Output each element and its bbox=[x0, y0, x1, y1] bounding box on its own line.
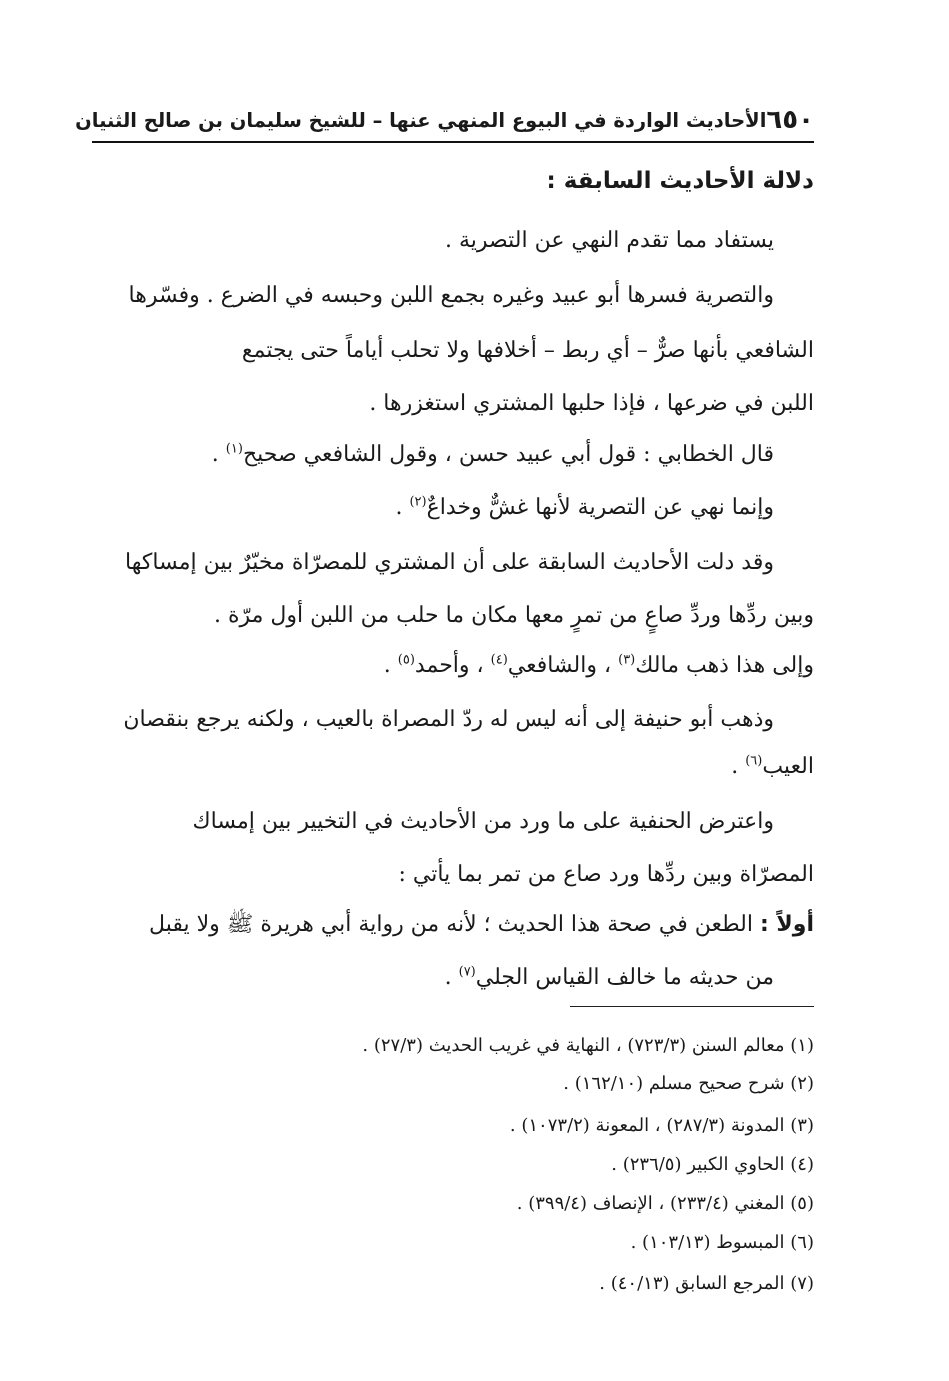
body-text: وإلى هذا ذهب مالك bbox=[635, 653, 814, 678]
body-line-4: اللبن في ضرعها ، فإذا حلبها المشتري استغزرها . bbox=[369, 391, 814, 416]
body-line-13: المصرّاة وبين ردِّها ورد صاع من تمر بما يأتي : bbox=[398, 862, 814, 887]
punctuation: . bbox=[395, 495, 410, 520]
footnote-6: (٦) المبسوط (١٠٣/١٣) . bbox=[630, 1232, 814, 1253]
footnote-ref: (٢) bbox=[409, 494, 427, 510]
body-text: من حديثه ما خالف القياس الجلي bbox=[475, 965, 774, 990]
body-line-3: الشافعي بأنها صرٌّ – أي ربط – أخلافها ولا تحلب أياماً حتى يجتمع bbox=[241, 338, 814, 363]
body-line-12: واعترض الحنفية على ما ورد من الأحاديث في التخيير بين إمساك bbox=[192, 809, 774, 834]
point-label: أولاً : bbox=[759, 912, 814, 937]
punctuation: . bbox=[211, 442, 226, 467]
body-line-14 bbox=[149, 905, 814, 945]
body-line-15 bbox=[445, 958, 774, 998]
footnote-7: (٧) المرجع السابق (٤٠/١٣) . bbox=[599, 1273, 814, 1294]
footnote-ref: (٣) bbox=[618, 652, 636, 668]
page-number: ٦٥٠ bbox=[766, 105, 814, 135]
punctuation: . bbox=[444, 965, 459, 990]
footnote-1: (١) معالم السنن (٧٢٣/٣) ، النهاية في غريب الحديث (٢٧/٣) . bbox=[362, 1035, 814, 1056]
body-line-9 bbox=[384, 646, 814, 686]
footnote-ref: (٥) bbox=[397, 652, 415, 668]
punctuation: . bbox=[731, 754, 746, 779]
body-line-7: وقد دلت الأحاديث السابقة على أن المشتري للمصرّاة مخيّرٌ بين إمساكها bbox=[125, 550, 774, 575]
body-line-6 bbox=[395, 488, 774, 528]
footnote-separator bbox=[570, 1006, 814, 1007]
punctuation: . bbox=[383, 653, 398, 678]
body-line-11 bbox=[731, 747, 814, 787]
body-text: العيب bbox=[762, 754, 814, 779]
body-text: ، والشافعي bbox=[507, 653, 612, 678]
section-heading: دلالة الأحاديث السابقة : bbox=[546, 168, 814, 194]
running-header bbox=[75, 100, 814, 140]
footnote-ref: (١) bbox=[225, 441, 243, 457]
footnote-ref: (٧) bbox=[458, 964, 476, 980]
footnote-ref: (٦) bbox=[745, 753, 763, 769]
footnote-2: (٢) شرح صحيح مسلم (١٦٢/١٠) . bbox=[563, 1073, 814, 1094]
body-text: ، وأحمد bbox=[414, 653, 484, 678]
footnote-3: (٣) المدونة (٢٨٧/٣) ، المعونة (١٠٧٣/٢) . bbox=[509, 1115, 814, 1136]
body-text: وإنما نهي عن التصرية لأنها غشٌّ وخداعٌ bbox=[426, 495, 774, 520]
body-text: قال الخطابي : قول أبي عبيد حسن ، وقول الشافعي صحيح bbox=[242, 442, 774, 467]
body-line-10: وذهب أبو حنيفة إلى أنه ليس له ردّ المصراة بالعيب ، ولكنه يرجع بنقصان bbox=[123, 707, 774, 732]
body-line-1: يستفاد مما تقدم النهي عن التصرية . bbox=[445, 228, 774, 253]
body-text: الطعن في صحة هذا الحديث ؛ لأنه من رواية أبي هريرة ﷺ ولا يقبل bbox=[149, 912, 760, 937]
footnote-5: (٥) المغني (٢٣٣/٤) ، الإنصاف (٣٩٩/٤) . bbox=[516, 1193, 814, 1214]
running-title: الأحاديث الواردة في البيوع المنهي عنها – للشيخ سليمان بن صالح الثنيان bbox=[75, 108, 767, 132]
header-rule bbox=[92, 141, 814, 143]
body-line-8: وبين ردِّها وردِّ صاعٍ من تمرٍ معها مكان ما حلب من اللبن أول مرّة . bbox=[213, 603, 814, 628]
footnote-4: (٤) الحاوي الكبير (٢٣٦/٥) . bbox=[611, 1154, 814, 1175]
footnote-ref: (٤) bbox=[490, 652, 508, 668]
body-line-2: والتصرية فسرها أبو عبيد وغيره بجمع اللبن وحبسه في الضرع . وفسّرها bbox=[128, 283, 774, 308]
body-line-5 bbox=[212, 435, 774, 475]
